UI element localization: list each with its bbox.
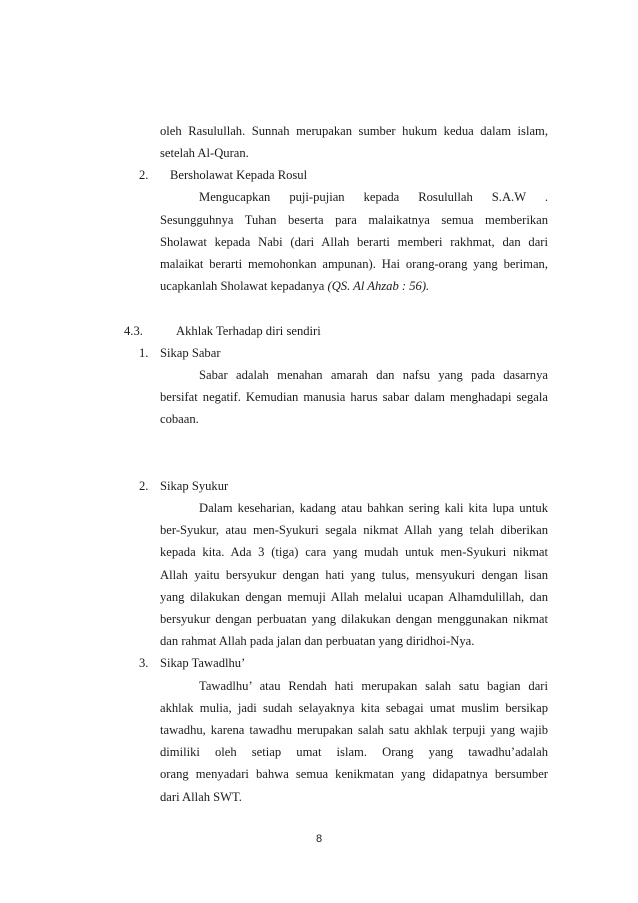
body-line: Mengucapkan puji-pujian kepada Rosulullah S.A.W . [199,190,548,204]
body-line: Sesungguhnya Tuhan beserta para malaikatnya semua memberikan [160,213,548,227]
body-line: dan rahmat Allah pada jalan dan perbuatan yang diridhoi-Nya. [160,634,475,648]
list-number: 2. [139,168,149,182]
list-number: 3. [139,656,149,670]
body-line: akhlak mulia, jadi sudah selayaknya kita sebagai umat muslim bersikap [160,701,548,715]
body-line: kepada kita. Ada 3 (tiga) cara yang mudah untuk men-Syukuri nikmat [160,545,548,559]
body-line: Sabar adalah menahan amarah dan nafsu yang pada dasarnya [199,368,548,382]
body-line: tawadhu, karena tawadhu merupakan salah satu akhlak terpuji yang wajib [160,723,548,737]
section-number: 4.3. [124,324,143,338]
body-line: Sholawat kepada Nabi (dari Allah berarti memberi rakhmat, dan dari [160,235,548,249]
body-line: oleh Rasulullah. Sunnah merupakan sumber hukum kedua dalam islam, [160,124,548,138]
body-line: yang dilakukan dengan memuji Allah melalui ucapan Alhamdulillah, dan [160,590,548,604]
body-line: bersifat negatif. Kemudian manusia harus sabar dalam menghadapi segala [160,390,548,404]
body-line: Tawadlhu’ atau Rendah hati merupakan salah satu bagian dari [199,679,548,693]
body-line: malaikat berarti memohonkan ampunan). Hai orang-orang yang beriman, [160,257,548,271]
list-heading: Sikap Syukur [160,479,229,493]
body-line: orang menyadari bahwa semua kenikmatan yang didapatnya bersumber [160,767,548,781]
body-line: bersyukur dengan perbuatan yang dilakukan dengan menggunakan nikmat [160,612,548,626]
body-line: cobaan. [160,412,199,426]
body-line: setelah Al-Quran. [160,146,249,160]
body-line: ber-Syukur, atau men-Syukuri segala nikmat Allah yang telah diberikan [160,523,548,537]
body-line: dari Allah SWT. [160,790,242,804]
list-number: 2. [139,479,149,493]
body-line: Allah yaitu bersyukur dengan hati yang tulus, mensyukuri dengan lisan [160,568,548,582]
page-number: 8 [315,833,323,845]
list-heading: Sikap Sabar [160,346,221,360]
body-line: Dalam keseharian, kadang atau bahkan sering kali kita lupa untuk [199,501,548,515]
quran-citation: (QS. Al Ahzab : 56). [327,279,430,293]
list-heading: Bersholawat Kepada Rosul [170,168,308,182]
body-line: dimiliki oleh setiap umat islam. Orang yang tawadhu’adalah [160,745,548,759]
body-line [160,278,429,294]
section-heading: Akhlak Terhadap diri sendiri [176,324,321,338]
body-text: ucapkanlah Sholawat kepadanya [160,279,328,293]
list-number: 1. [139,346,149,360]
list-heading: Sikap Tawadlhu’ [160,656,246,670]
